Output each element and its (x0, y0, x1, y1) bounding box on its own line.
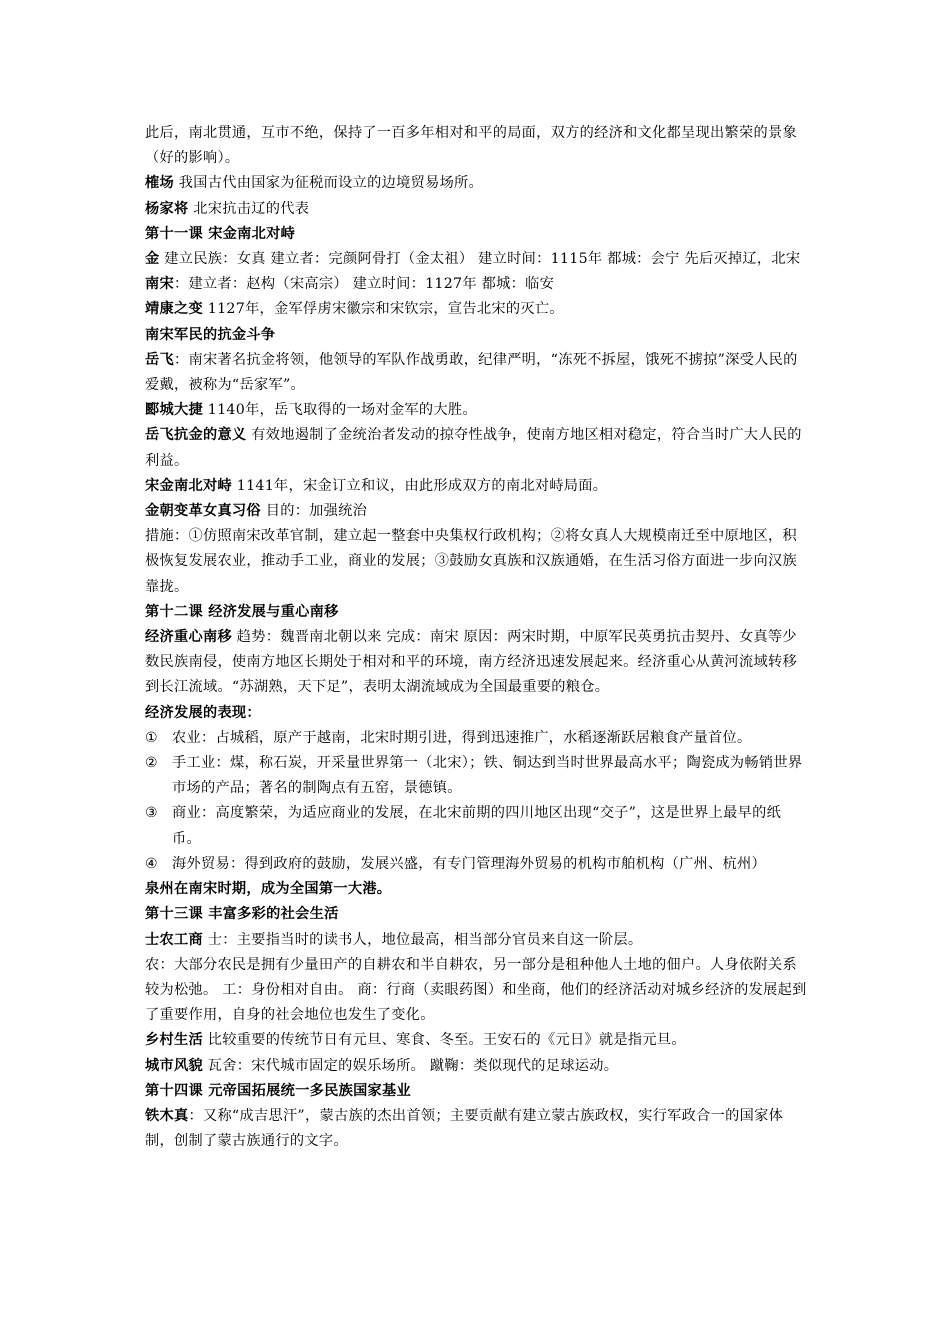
lesson-13-heading: 第十三课 丰富多彩的社会生活 (145, 906, 339, 923)
term-label: 城市风貌 (145, 1057, 203, 1074)
term-text: 北宋抗击辽的代表 (188, 200, 310, 217)
term-text: 1140年，岳飞取得的一场对金军的大胜。 (202, 402, 477, 419)
list-item (145, 751, 810, 801)
quanzhou-statement: 泉州在南宋时期，成为全国第一大港。 (145, 881, 392, 898)
term-label: 经济重心南移 (145, 629, 232, 646)
term-entry-nansong (145, 272, 810, 297)
list-text: 农业：占城稻，原产于越南，北宋时期引进，得到迅速推广，水稻逐渐跃居粮食产量首位。 (172, 729, 752, 746)
term-label: 宋金南北对峙 (145, 477, 232, 494)
term-entry-yuefei-significance (145, 423, 810, 473)
term-entry-jingkang (145, 297, 810, 322)
term-label: 士农工商 (145, 931, 203, 948)
term-label: 郾城大捷 (145, 402, 203, 419)
list-text: 海外贸易：得到政府的鼓励，发展兴盛，有专门管理海外贸易的机构市舶机构（广州、杭州） (172, 855, 766, 872)
term-text: 趋势：魏晋南北朝以来 完成：南宋 原因：两宋时期，中原军民英勇抗击契丹、女真等少数民族南侵，使南方地区长期处于相对和平的环境，南方经济迅速发展起来。经济重心从黄河流域转移到长江流域。“苏湖熟，天下足”，表明太湖流域成为全国最重要的粮仓。 (145, 629, 797, 696)
list-number: ④ (145, 855, 159, 872)
reform-measures-paragraph: 措施：①仿照南宋改革官制，建立起一整套中央集权行政机构；②将女真人大规模南迁至中原地区，积极恢复发展农业，推动手工业，商业的发展；③鼓励女真族和汉族通婚，在生活习俗方面进一步向汉族靠拢。 (145, 528, 797, 595)
term-text: ：南宋著名抗金将领，他领导的军队作战勇敢，纪律严明，“冻死不拆屋，饿死不掳掠”深受人民的爱戴，被称为“岳家军”。 (145, 351, 798, 394)
term-label: 南宋 (145, 276, 174, 293)
list-text: 手工业：煤，称石炭，开采量世界第一（北宋）；铁、铜达到当时世界最高水平；陶瓷成为畅销世界市场的产品；著名的制陶点有五窑，景德镇。 (172, 755, 803, 797)
term-label: 金 (145, 251, 160, 268)
term-text: 有效地遏制了金统治者发动的掠夺性战争，使南方地区相对稳定，符合当时广大人民的利益。 (145, 427, 802, 469)
list-number: ② (145, 755, 159, 772)
term-entry-jin (145, 247, 810, 272)
term-label: 杨家将 (145, 200, 189, 217)
term-text: 比较重要的传统节日有元旦、寒食、冬至。王安石的《元日》就是指元旦。 (202, 1032, 686, 1049)
document-page (145, 121, 810, 1154)
term-entry-yuefei (145, 348, 810, 398)
intro-paragraph: 此后，南北贯通，互市不绝，保持了一百多年相对和平的局面，双方的经济和文化都呈现出繁荣的景象（好的影响）。 (145, 125, 797, 167)
term-label: 乡村生活 (145, 1032, 203, 1049)
term-label: 榷场 (145, 175, 174, 192)
term-entry-songjin-duizhi (145, 474, 810, 499)
term-label: 岳飞 (145, 351, 174, 368)
term-label: 铁木真 (145, 1107, 189, 1124)
term-entry-jin-reform (145, 499, 810, 524)
term-text: 目的：加强统治 (260, 503, 368, 520)
term-entry-village-life (145, 1028, 810, 1053)
farmers-paragraph: 农：大部分农民是拥有少量田产的自耕农和半自耕农，另一部分是租种他人土地的佃户。人身依附关系较为松弛。 工：身份相对自由。 商：行商（卖眼药图）和坐商，他们的经济活动对城乡经济的发展起到了重要作用，自身的社会地位也发生了变化。 (145, 956, 807, 1024)
term-entry-yancheng (145, 398, 810, 423)
list-item (145, 801, 810, 851)
term-entry-quechang (145, 171, 810, 196)
term-label: 靖康之变 (145, 301, 203, 318)
list-item (145, 726, 810, 751)
lesson-11-subheading: 南宋军民的抗金斗争 (145, 326, 276, 343)
term-label: 金朝变革女真习俗 (145, 503, 261, 520)
term-text: ：建立者：赵构（宋高宗） 建立时间：1127年 都城：临安 (173, 276, 555, 293)
term-text: 我国古代由国家为征税而设立的边境贸易场所。 (173, 175, 484, 192)
list-item (145, 852, 810, 877)
list-text: 商业：高度繁荣，为适应商业的发展，在北宋前期的四川地区出现“交子”，这是世界上最早的纸币。 (172, 805, 782, 847)
term-text: ：又称“成吉思汗”，蒙古族的杰出首领；主要贡献有建立蒙古族政权，实行军政合一的国家体制，创制了蒙古族通行的文字。 (145, 1107, 784, 1150)
term-entry-temujin (145, 1104, 810, 1154)
term-text: 建立民族：女真 建立者：完颜阿骨打（金太祖） 建立时间：1115年 都城：会宁 先后灭掉辽，北宋 (159, 251, 801, 268)
lesson-14-heading: 第十四课 元帝国拓展统一多民族国家基业 (145, 1082, 412, 1099)
list-number: ③ (145, 805, 159, 822)
lesson-11-heading: 第十一课 宋金南北对峙 (145, 225, 296, 242)
term-label: 岳飞抗金的意义 (145, 427, 247, 444)
term-entry-yangjiajiang (145, 197, 810, 222)
term-text: 1141年，宋金订立和议，由此形成双方的南北对峙局面。 (231, 477, 608, 494)
economic-performance-heading: 经济发展的表现： (145, 704, 261, 721)
lesson-12-heading: 第十二课 经济发展与重心南移 (145, 603, 339, 620)
term-entry-economic-shift (145, 625, 810, 701)
term-text: 瓦舍：宋代城市固定的娱乐场所。 蹴鞠：类似现代的足球运动。 (202, 1057, 619, 1074)
list-number: ① (145, 729, 159, 746)
term-text: 1127年，金军俘虏宋徽宗和宋钦宗，宣告北宋的灭亡。 (202, 301, 564, 318)
term-text: 士：主要指当时的读书人，地位最高，相当部分官员来自这一阶层。 (202, 931, 643, 948)
term-entry-social-classes (145, 928, 810, 953)
term-entry-city-scene (145, 1054, 810, 1079)
